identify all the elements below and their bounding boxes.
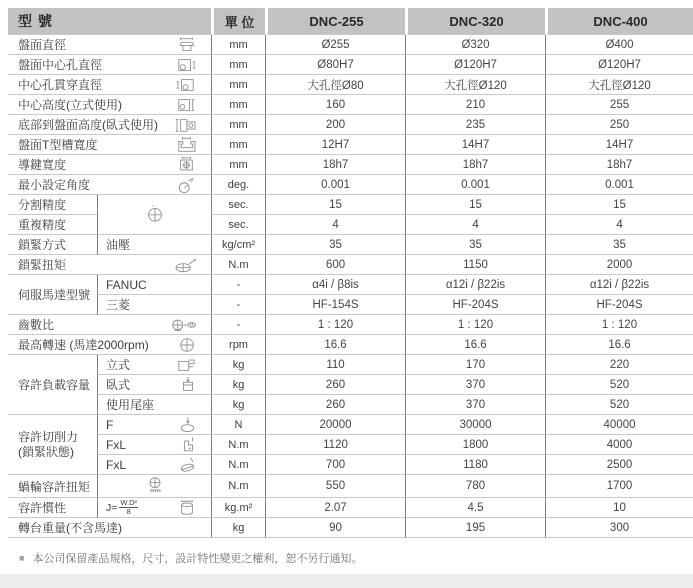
unit-cell: - <box>211 275 265 295</box>
unit-cell: kg/cm² <box>211 235 265 255</box>
table-row <box>8 175 693 195</box>
inertia-icon <box>175 499 199 517</box>
unit-cell: - <box>211 295 265 315</box>
row-label: 最高轉速 (馬達2000rpm) <box>18 338 149 352</box>
row-sublabel: F <box>106 417 114 432</box>
value-cell: 90 <box>265 518 405 538</box>
unit-cell: mm <box>211 75 265 95</box>
value-cell: 15 <box>405 195 545 215</box>
unit-cell: mm <box>211 35 265 55</box>
unit-cell: kg <box>211 518 265 538</box>
value-cell: 18h7 <box>545 155 693 175</box>
value-cell: 1180 <box>405 455 545 475</box>
inertia-formula: J= $\frac{\text{W.D²}}{8}$ <box>106 498 138 516</box>
row-label: 中心高度(立式使用) <box>18 98 122 112</box>
value-cell: 1 : 120 <box>265 315 405 335</box>
value-cell: HF-204S <box>545 295 693 315</box>
value-cell: 200 <box>265 115 405 135</box>
unit-header: 單 位 <box>211 8 265 35</box>
value-cell: 700 <box>265 455 405 475</box>
table-row <box>8 295 693 315</box>
model-header: 型 號 <box>8 8 211 35</box>
value-cell: 520 <box>545 395 693 415</box>
unit-cell: mm <box>211 55 265 75</box>
table-row <box>8 195 693 215</box>
unit-cell: mm <box>211 155 265 175</box>
header-row <box>8 8 693 35</box>
value-cell: 0.001 <box>405 175 545 195</box>
unit-cell: N <box>211 415 265 435</box>
value-cell: 4000 <box>545 435 693 455</box>
unit-cell: kg <box>211 355 265 375</box>
table-row <box>8 335 693 355</box>
row-group-label: 容許負載容量 <box>8 355 97 415</box>
row-sublabel: FxL <box>106 457 127 472</box>
value-cell: 170 <box>405 355 545 375</box>
min-angle-icon <box>173 176 199 194</box>
row-label: 齒數比 <box>18 318 55 332</box>
unit-cell: mm <box>211 115 265 135</box>
row-label: 盤面中心孔直徑 <box>18 58 103 72</box>
unit-cell: kg.m² <box>211 498 265 518</box>
value-cell: 15 <box>265 195 405 215</box>
value-cell: 4.5 <box>405 498 545 518</box>
unit-cell: mm <box>211 135 265 155</box>
row-sublabel: 三菱 <box>97 295 211 315</box>
value-cell: 35 <box>545 235 693 255</box>
key-width-icon <box>173 156 199 174</box>
value-cell: 550 <box>265 475 405 498</box>
value-cell: 255 <box>545 95 693 115</box>
unit-cell: N.m <box>211 455 265 475</box>
value-cell: α12i / β22is <box>405 275 545 295</box>
plate-center-hole-icon <box>173 56 199 74</box>
value-cell: 14H7 <box>545 135 693 155</box>
value-cell: 195 <box>405 518 545 538</box>
force-fxl-icon <box>177 436 199 454</box>
svg-text:+ -: + - <box>150 203 157 209</box>
value-cell: 大孔徑Ø80 <box>265 75 405 95</box>
value-cell: HF-154S <box>265 295 405 315</box>
table-row <box>8 395 693 415</box>
row-sublabel: FxL <box>106 437 127 452</box>
column-header-dnc255: DNC-255 <box>265 8 405 35</box>
value-cell: Ø120H7 <box>545 55 693 75</box>
value-cell: 0.001 <box>545 175 693 195</box>
table-row <box>8 75 693 95</box>
row-label: 分割精度 <box>8 195 97 215</box>
value-cell: 300 <box>545 518 693 538</box>
table-row <box>8 375 693 395</box>
value-cell: 大孔徑Ø120 <box>405 75 545 95</box>
column-header-dnc320: DNC-320 <box>405 8 545 35</box>
gear-ratio-icon <box>169 316 199 334</box>
column-header-dnc400: DNC-400 <box>545 8 693 35</box>
value-cell: 1120 <box>265 435 405 455</box>
table-row <box>8 435 693 455</box>
row-sublabel: 臥式 <box>106 378 131 392</box>
value-cell: 4 <box>545 215 693 235</box>
horizontal-load-icon <box>177 376 199 394</box>
force-f-icon <box>175 416 199 434</box>
row-group-label: 容許切削力 (鎖緊狀態) <box>8 415 97 475</box>
value-cell: 2000 <box>545 255 693 275</box>
unit-cell: kg <box>211 395 265 415</box>
value-cell: 520 <box>545 375 693 395</box>
clamp-torque-icon <box>171 256 199 274</box>
value-cell: 260 <box>265 395 405 415</box>
unit-cell: sec. <box>211 215 265 235</box>
row-label: 導鍵寬度 <box>18 158 67 172</box>
value-cell: 1150 <box>405 255 545 275</box>
table-row <box>8 518 693 538</box>
value-cell: 35 <box>405 235 545 255</box>
value-cell: 1700 <box>545 475 693 498</box>
row-group-label: 伺服馬達型號 <box>8 275 97 315</box>
bottom-divider-bar <box>0 574 693 588</box>
unit-cell: sec. <box>211 195 265 215</box>
value-cell: 16.6 <box>405 335 545 355</box>
value-cell: 18h7 <box>265 155 405 175</box>
value-cell: 30000 <box>405 415 545 435</box>
value-cell: 600 <box>265 255 405 275</box>
unit-cell: - <box>211 315 265 335</box>
value-cell: 260 <box>265 375 405 395</box>
row-label: 鎖緊扭矩 <box>18 258 67 272</box>
row-label: 轉台重量(不含馬達) <box>8 518 211 538</box>
footnote <box>19 550 693 566</box>
value-cell: Ø80H7 <box>265 55 405 75</box>
unit-cell: mm <box>211 95 265 115</box>
unit-cell: N.m <box>211 435 265 455</box>
row-label: 中心孔貫穿直徑 <box>18 78 103 92</box>
vertical-load-icon <box>173 356 199 374</box>
table-row <box>8 315 693 335</box>
table-row <box>8 35 693 55</box>
value-cell: α12i / β22is <box>545 275 693 295</box>
row-sublabel: 立式 <box>106 358 131 372</box>
through-hole-icon <box>173 76 199 94</box>
value-cell: 2500 <box>545 455 693 475</box>
row-sublabel: 使用尾座 <box>97 395 211 415</box>
value-cell: 40000 <box>545 415 693 435</box>
value-cell: 15 <box>545 195 693 215</box>
table-row <box>8 115 693 135</box>
row-label: 蝸輪容許扭矩 <box>8 475 97 498</box>
row-sublabel: FANUC <box>97 275 211 295</box>
table-row <box>8 55 693 75</box>
value-cell: 1800 <box>405 435 545 455</box>
value-cell: 250 <box>545 115 693 135</box>
table-row <box>8 235 693 255</box>
value-cell: α4i / β8is <box>265 275 405 295</box>
table-row <box>8 275 693 295</box>
value-cell: 2.07 <box>265 498 405 518</box>
center-height-icon <box>173 96 199 114</box>
table-row <box>8 155 693 175</box>
force-fxl-tilted-icon <box>175 456 199 474</box>
value-cell: 4 <box>265 215 405 235</box>
table-row <box>8 475 693 498</box>
value-cell: HF-204S <box>405 295 545 315</box>
row-label: 鎖緊方式 <box>8 235 97 255</box>
row-label: 盤面直徑 <box>18 38 67 52</box>
unit-cell: rpm <box>211 335 265 355</box>
unit-cell: deg. <box>211 175 265 195</box>
row-label: 底部到盤面高度(臥式使用) <box>18 118 158 132</box>
worm-torque-icon <box>142 475 168 494</box>
value-cell: 20000 <box>265 415 405 435</box>
table-row <box>8 498 693 518</box>
value-cell: 12H7 <box>265 135 405 155</box>
value-cell: 0.001 <box>265 175 405 195</box>
value-cell: 370 <box>405 375 545 395</box>
max-speed-icon <box>175 336 199 354</box>
unit-cell: N.m <box>211 475 265 498</box>
value-cell: 14H7 <box>405 135 545 155</box>
value-cell: 35 <box>265 235 405 255</box>
value-cell: 10 <box>545 498 693 518</box>
row-label: 容許慣性 <box>8 498 97 518</box>
row-sublabel: 油壓 <box>97 235 211 255</box>
value-cell: 16.6 <box>545 335 693 355</box>
value-cell: 18h7 <box>405 155 545 175</box>
value-cell: Ø120H7 <box>405 55 545 75</box>
value-cell: 4 <box>405 215 545 235</box>
base-height-icon <box>173 116 199 134</box>
value-cell: 1 : 120 <box>545 315 693 335</box>
table-row <box>8 355 693 375</box>
unit-cell: kg <box>211 375 265 395</box>
spec-table <box>8 8 693 538</box>
plate-diameter-icon <box>173 36 199 54</box>
value-cell: 160 <box>265 95 405 115</box>
unit-cell: N.m <box>211 255 265 275</box>
value-cell: 220 <box>545 355 693 375</box>
value-cell: 235 <box>405 115 545 135</box>
table-row <box>8 95 693 115</box>
value-cell: 780 <box>405 475 545 498</box>
value-cell: 210 <box>405 95 545 115</box>
footnote-text: 本公司保留產品規格，尺寸，設計特性變更之權利，恕不另行通知。 <box>32 553 363 565</box>
value-cell: 370 <box>405 395 545 415</box>
table-row <box>8 455 693 475</box>
row-label: 盤面T型槽寬度 <box>18 138 98 152</box>
row-label: 最小設定角度 <box>18 178 91 192</box>
accuracy-icon <box>140 203 170 223</box>
value-cell: 大孔徑Ø120 <box>545 75 693 95</box>
value-cell: Ø255 <box>265 35 405 55</box>
table-row <box>8 415 693 435</box>
t-slot-icon <box>173 136 199 154</box>
value-cell: 1 : 120 <box>405 315 545 335</box>
value-cell: Ø320 <box>405 35 545 55</box>
table-row <box>8 135 693 155</box>
value-cell: 16.6 <box>265 335 405 355</box>
square-bullet-icon: ■ <box>19 552 25 563</box>
table-row <box>8 255 693 275</box>
value-cell: Ø400 <box>545 35 693 55</box>
value-cell: 110 <box>265 355 405 375</box>
row-label: 重複精度 <box>8 215 97 235</box>
